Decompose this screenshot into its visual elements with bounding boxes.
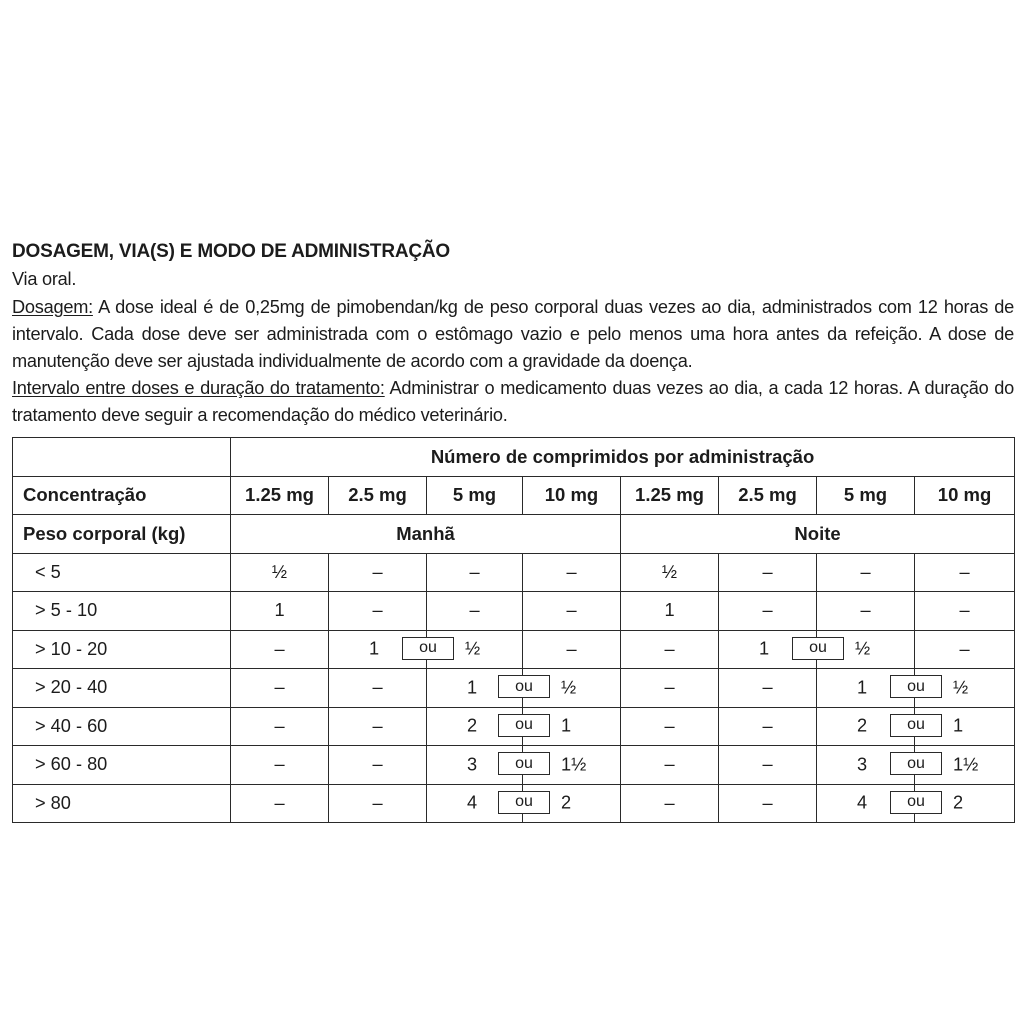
dose-cell: –: [719, 592, 817, 631]
dosage-label: Dosagem:: [12, 297, 93, 317]
dose-cell: –: [621, 707, 719, 746]
concentration-cell: 5 mg: [817, 476, 915, 515]
dose-value: 4: [467, 792, 478, 813]
dose-cell: –: [231, 707, 329, 746]
dose-cell: –: [621, 784, 719, 823]
concentration-cell: 1.25 mg: [621, 476, 719, 515]
table-row: [13, 630, 1015, 669]
dose-cell: [329, 630, 437, 669]
dose-cell: –: [621, 669, 719, 708]
dose-value: 1: [369, 638, 380, 659]
dose-cell: –: [329, 592, 427, 631]
dose-cell: –: [523, 592, 621, 631]
weight-cell: > 80: [13, 784, 231, 823]
dose-cell: –: [329, 784, 427, 823]
dose-value: 1: [857, 677, 868, 698]
table-row: [13, 592, 1015, 631]
or-box: ou: [890, 791, 942, 814]
dose-alt-value: ½: [465, 638, 481, 659]
dose-value: 3: [467, 754, 478, 775]
dose-cell: [817, 707, 925, 746]
dose-value: 2: [467, 715, 478, 736]
weight-cell: > 60 - 80: [13, 746, 231, 785]
dose-cell: [719, 630, 827, 669]
section-title: DOSAGEM, VIA(S) E MODO DE ADMINISTRAÇÃO: [12, 241, 451, 262]
or-box: ou: [402, 637, 454, 660]
dosage-section: [12, 238, 1014, 429]
weight-cell: > 40 - 60: [13, 707, 231, 746]
interval-label: Intervalo entre doses e duração do tratamento:: [12, 378, 385, 398]
dose-cell: –: [719, 669, 817, 708]
dosage-table: [12, 437, 1015, 823]
dose-cell: –: [719, 746, 817, 785]
dose-cell: –: [719, 784, 817, 823]
dose-alt-value: 2: [953, 792, 964, 813]
dose-cell: –: [915, 553, 1015, 592]
weight-cell: > 10 - 20: [13, 630, 231, 669]
dose-cell: –: [915, 630, 1015, 669]
dose-cell: 1: [231, 592, 329, 631]
or-box: ou: [498, 714, 550, 737]
dose-value: 2: [857, 715, 868, 736]
dose-alt-value: 1½: [953, 754, 979, 775]
dosage-text: A dose ideal é de 0,25mg de pimobendan/kg de peso corporal duas vezes ao dia, administrados com 12 horas de intervalo. Cada dose deve ser administrada com o estômago vazio e pelo menos uma hora antes da refeição. A dose de manutenção deve ser ajustada individualmente de acordo com a gravidade da doença.: [12, 297, 1014, 371]
dose-cell: [427, 669, 533, 708]
dose-alt-value: ½: [561, 677, 577, 698]
or-box: ou: [498, 752, 550, 775]
weight-label: Peso corporal (kg): [13, 515, 231, 554]
weight-cell: > 5 - 10: [13, 592, 231, 631]
night-header: Noite: [621, 515, 1015, 554]
dose-cell: –: [231, 784, 329, 823]
morning-header: Manhã: [231, 515, 621, 554]
dose-cell: –: [329, 707, 427, 746]
dose-cell: ½: [231, 553, 329, 592]
dose-cell: –: [427, 553, 523, 592]
header-empty-cell: [13, 438, 231, 477]
group-header: Número de comprimidos por administração: [231, 438, 1015, 477]
dose-cell: –: [719, 553, 817, 592]
concentration-cell: 5 mg: [427, 476, 523, 515]
concentration-cell: 1.25 mg: [231, 476, 329, 515]
dose-cell: [427, 707, 533, 746]
concentration-cell: 2.5 mg: [329, 476, 427, 515]
period-row: [13, 515, 1015, 554]
or-box: ou: [498, 675, 550, 698]
or-box: ou: [792, 637, 844, 660]
dose-cell: [817, 746, 925, 785]
concentration-cell: 10 mg: [915, 476, 1015, 515]
or-box: ou: [890, 675, 942, 698]
or-box: ou: [890, 714, 942, 737]
dose-cell: –: [329, 553, 427, 592]
concentration-cell: 10 mg: [523, 476, 621, 515]
dose-alt-value: 1: [561, 715, 572, 736]
or-box: ou: [890, 752, 942, 775]
dose-cell: –: [231, 669, 329, 708]
table-row: [13, 553, 1015, 592]
dose-cell: –: [817, 592, 915, 631]
dose-alt-value: ½: [953, 677, 969, 698]
dose-cell: –: [719, 707, 817, 746]
table-row: [13, 707, 1015, 746]
dose-cell: –: [621, 746, 719, 785]
dose-cell: [427, 746, 533, 785]
dose-cell: –: [231, 630, 329, 669]
dose-cell: –: [915, 592, 1015, 631]
dose-cell: –: [817, 553, 915, 592]
route-text: Via oral.: [12, 269, 77, 289]
dose-cell: –: [427, 592, 523, 631]
dose-cell: [817, 669, 925, 708]
dose-value: 1: [467, 677, 478, 698]
dose-cell: [817, 784, 925, 823]
dose-alt-value: ½: [855, 638, 871, 659]
dose-cell: –: [621, 630, 719, 669]
dosage-paragraph: [12, 294, 1014, 375]
dose-value: 3: [857, 754, 868, 775]
dose-cell: –: [523, 630, 621, 669]
dose-cell: –: [329, 669, 427, 708]
dose-cell: –: [231, 746, 329, 785]
group-header-row: [13, 438, 1015, 477]
table-row: [13, 746, 1015, 785]
interval-text: Administrar o medicamento duas vezes ao dia, a cada 12 horas. A duração do tratamento deve seguir a recomendação do médico veterinário.: [12, 378, 1014, 425]
dose-value: 4: [857, 792, 868, 813]
or-box: ou: [498, 791, 550, 814]
weight-cell: < 5: [13, 553, 231, 592]
dose-alt-value: 2: [561, 792, 572, 813]
dose-alt-value: 1½: [561, 754, 587, 775]
interval-paragraph: [12, 375, 1014, 429]
dose-cell: –: [523, 553, 621, 592]
dose-alt-value: 1: [953, 715, 964, 736]
concentration-cell: 2.5 mg: [719, 476, 817, 515]
dose-cell: ½: [621, 553, 719, 592]
dose-cell: 1: [621, 592, 719, 631]
table-row: [13, 784, 1015, 823]
weight-cell: > 20 - 40: [13, 669, 231, 708]
concentration-row: [13, 476, 1015, 515]
concentration-label: Concentração: [13, 476, 231, 515]
dose-cell: –: [329, 746, 427, 785]
dose-cell: [427, 784, 533, 823]
dose-value: 1: [759, 638, 770, 659]
table-row: [13, 669, 1015, 708]
